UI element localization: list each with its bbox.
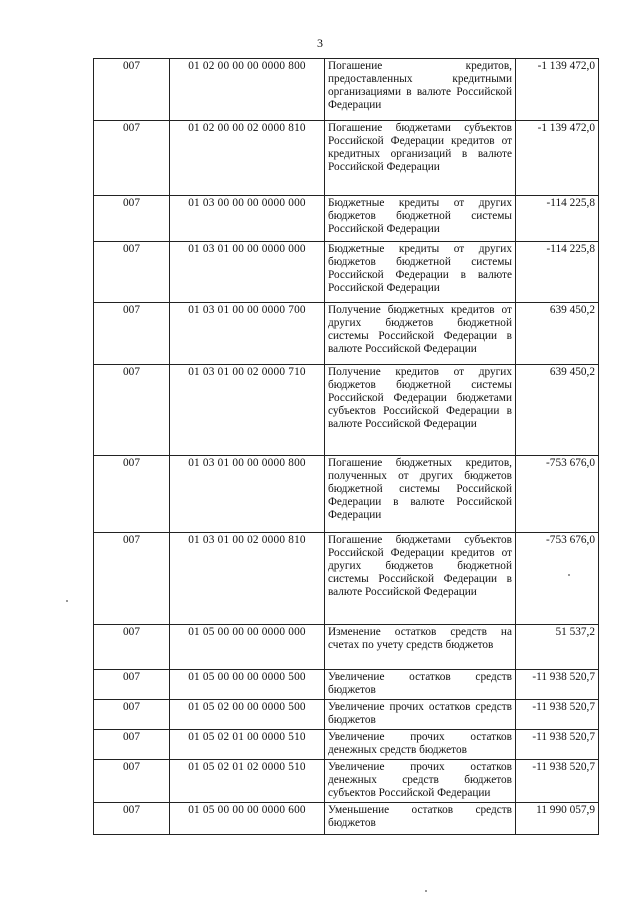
amount-cell: 639 450,2 (516, 365, 599, 456)
admin-code-cell: 007 (94, 700, 170, 730)
description-cell: Увеличение остатков средств бюджетов (325, 670, 516, 700)
table-row (94, 121, 599, 196)
description-cell: Погашение бюджетами субъектов Российской Федерации кредитов от других бюджетов бюджетной системы Российской Федерации в валюте Российской Федерации (325, 533, 516, 625)
table-row (94, 760, 599, 803)
description-cell: Увеличение прочих остатков средств бюджетов (325, 700, 516, 730)
budget-code-cell: 01 05 00 00 00 0000 000 (170, 625, 325, 670)
admin-code-cell: 007 (94, 456, 170, 533)
scan-speck (425, 890, 427, 892)
budget-code-cell: 01 05 02 01 00 0000 510 (170, 730, 325, 760)
amount-cell: -114 225,8 (516, 196, 599, 242)
amount-cell: -114 225,8 (516, 242, 599, 303)
description-cell: Увеличение прочих остатков денежных средств бюджетов субъектов Российской Федерации (325, 760, 516, 803)
table-row (94, 242, 599, 303)
amount-cell: -753 676,0 (516, 456, 599, 533)
scan-speck (568, 574, 570, 576)
table-row (94, 730, 599, 760)
table-row (94, 456, 599, 533)
description-cell: Погашение кредитов, предоставленных кредитными организациями в валюте Российской Федерации (325, 59, 516, 121)
budget-code-cell: 01 02 00 00 02 0000 810 (170, 121, 325, 196)
table-row (94, 533, 599, 625)
admin-code-cell: 007 (94, 625, 170, 670)
amount-cell: -11 938 520,7 (516, 670, 599, 700)
table-row (94, 803, 599, 835)
table-row (94, 196, 599, 242)
table-body (94, 59, 599, 835)
table-row (94, 670, 599, 700)
description-cell: Погашение бюджетных кредитов, полученных от других бюджетов бюджетной системы Российской Федерации в валюте Российской Федерации (325, 456, 516, 533)
budget-code-cell: 01 03 01 00 02 0000 710 (170, 365, 325, 456)
admin-code-cell: 007 (94, 803, 170, 835)
admin-code-cell: 007 (94, 670, 170, 700)
description-cell: Получение кредитов от других бюджетов бюджетной системы Российской Федерации бюджетами субъектов Российской Федерации в валюте Российской Федерации (325, 365, 516, 456)
amount-cell: -11 938 520,7 (516, 700, 599, 730)
budget-code-cell: 01 05 02 01 02 0000 510 (170, 760, 325, 803)
amount-cell: 51 537,2 (516, 625, 599, 670)
admin-code-cell: 007 (94, 365, 170, 456)
table-row (94, 59, 599, 121)
description-cell: Уменьшение остатков средств бюджетов (325, 803, 516, 835)
page-number: 3 (317, 36, 323, 50)
amount-cell: -1 139 472,0 (516, 121, 599, 196)
budget-code-cell: 01 03 01 00 02 0000 810 (170, 533, 325, 625)
table-row (94, 625, 599, 670)
budget-code-cell: 01 03 00 00 00 0000 000 (170, 196, 325, 242)
amount-cell: -11 938 520,7 (516, 730, 599, 760)
description-cell: Увеличение прочих остатков денежных средств бюджетов (325, 730, 516, 760)
amount-cell: 639 450,2 (516, 303, 599, 365)
scan-speck (66, 600, 68, 602)
budget-code-cell: 01 05 02 00 00 0000 500 (170, 700, 325, 730)
amount-cell: -11 938 520,7 (516, 760, 599, 803)
description-cell: Изменение остатков средств на счетах по учету средств бюджетов (325, 625, 516, 670)
admin-code-cell: 007 (94, 121, 170, 196)
admin-code-cell: 007 (94, 196, 170, 242)
amount-cell: -753 676,0 (516, 533, 599, 625)
admin-code-cell: 007 (94, 760, 170, 803)
budget-sources-table (93, 58, 599, 835)
description-cell: Получение бюджетных кредитов от других бюджетов бюджетной системы Российской Федерации в валюте Российской Федерации (325, 303, 516, 365)
admin-code-cell: 007 (94, 242, 170, 303)
admin-code-cell: 007 (94, 303, 170, 365)
budget-code-cell: 01 03 01 00 00 0000 800 (170, 456, 325, 533)
amount-cell: 11 990 057,9 (516, 803, 599, 835)
admin-code-cell: 007 (94, 59, 170, 121)
description-cell: Бюджетные кредиты от других бюджетов бюджетной системы Российской Федерации (325, 196, 516, 242)
table-row (94, 700, 599, 730)
amount-cell: -1 139 472,0 (516, 59, 599, 121)
table-row (94, 303, 599, 365)
admin-code-cell: 007 (94, 730, 170, 760)
description-cell: Бюджетные кредиты от других бюджетов бюджетной системы Российской Федерации в валюте Российской Федерации (325, 242, 516, 303)
budget-code-cell: 01 03 01 00 00 0000 700 (170, 303, 325, 365)
admin-code-cell: 007 (94, 533, 170, 625)
budget-code-cell: 01 02 00 00 00 0000 800 (170, 59, 325, 121)
description-cell: Погашение бюджетами субъектов Российской Федерации кредитов от кредитных организаций в валюте Российской Федерации (325, 121, 516, 196)
budget-code-cell: 01 03 01 00 00 0000 000 (170, 242, 325, 303)
table-row (94, 365, 599, 456)
budget-code-cell: 01 05 00 00 00 0000 600 (170, 803, 325, 835)
budget-code-cell: 01 05 00 00 00 0000 500 (170, 670, 325, 700)
